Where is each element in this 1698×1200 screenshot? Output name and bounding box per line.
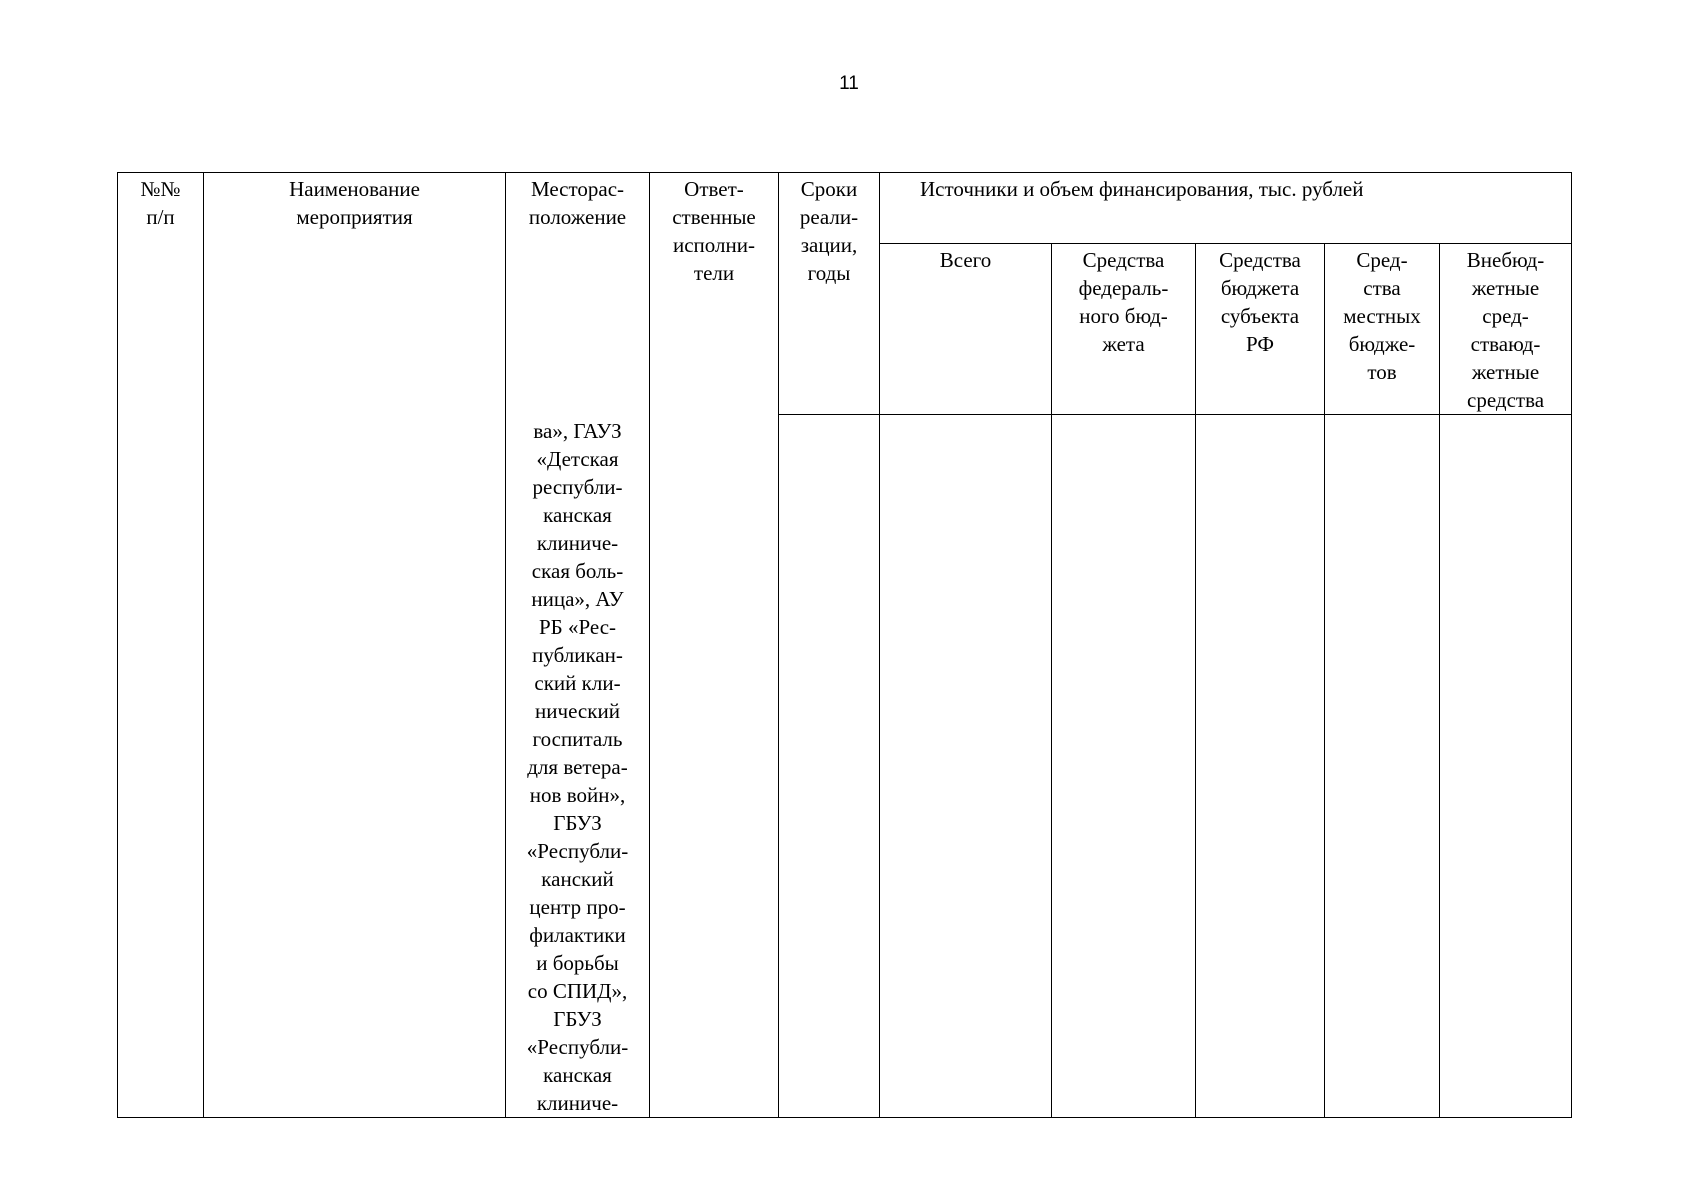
header-local-budget: Сред- ства местных бюдже- тов [1325,244,1440,415]
header-event-name: Наименование мероприятия [204,173,506,1118]
header-number: №№ п/п [118,173,204,1118]
cell-federal-budget [1052,415,1196,1118]
header-terms: Сроки реали- зации, годы [779,173,880,415]
cell-regional-budget [1196,415,1325,1118]
header-total: Всего [880,244,1052,415]
header-federal-budget: Средства федераль- ного бюд- жета [1052,244,1196,415]
cell-terms [779,415,880,1118]
cell-total [880,415,1052,1118]
header-responsible: Ответ- ственные исполни- тели [650,173,779,1118]
cell-location: ва», ГАУЗ «Детская республи- канская клиниче- ская боль- ница», АУ РБ «Рес- публикан- ский кли- нический госпиталь для ветера- нов войн», ГБУЗ «Республи- канский центр про- филактики и борьбы со СПИД», ГБУЗ «Республи- канская клиниче- [506,415,650,1118]
header-regional-budget: Средства бюджета субъекта РФ [1196,244,1325,415]
header-location: Месторас- положение [506,173,650,415]
cell-extrabudgetary [1440,415,1572,1118]
header-extrabudgetary: Внебюд- жетные сред- стваюд- жетные средства [1440,244,1572,415]
cell-local-budget [1325,415,1440,1118]
header-financing-sources: Источники и объем финансирования, тыс. рублей [880,173,1572,244]
page-number: 11 [839,73,859,94]
financing-table [117,172,1572,1118]
